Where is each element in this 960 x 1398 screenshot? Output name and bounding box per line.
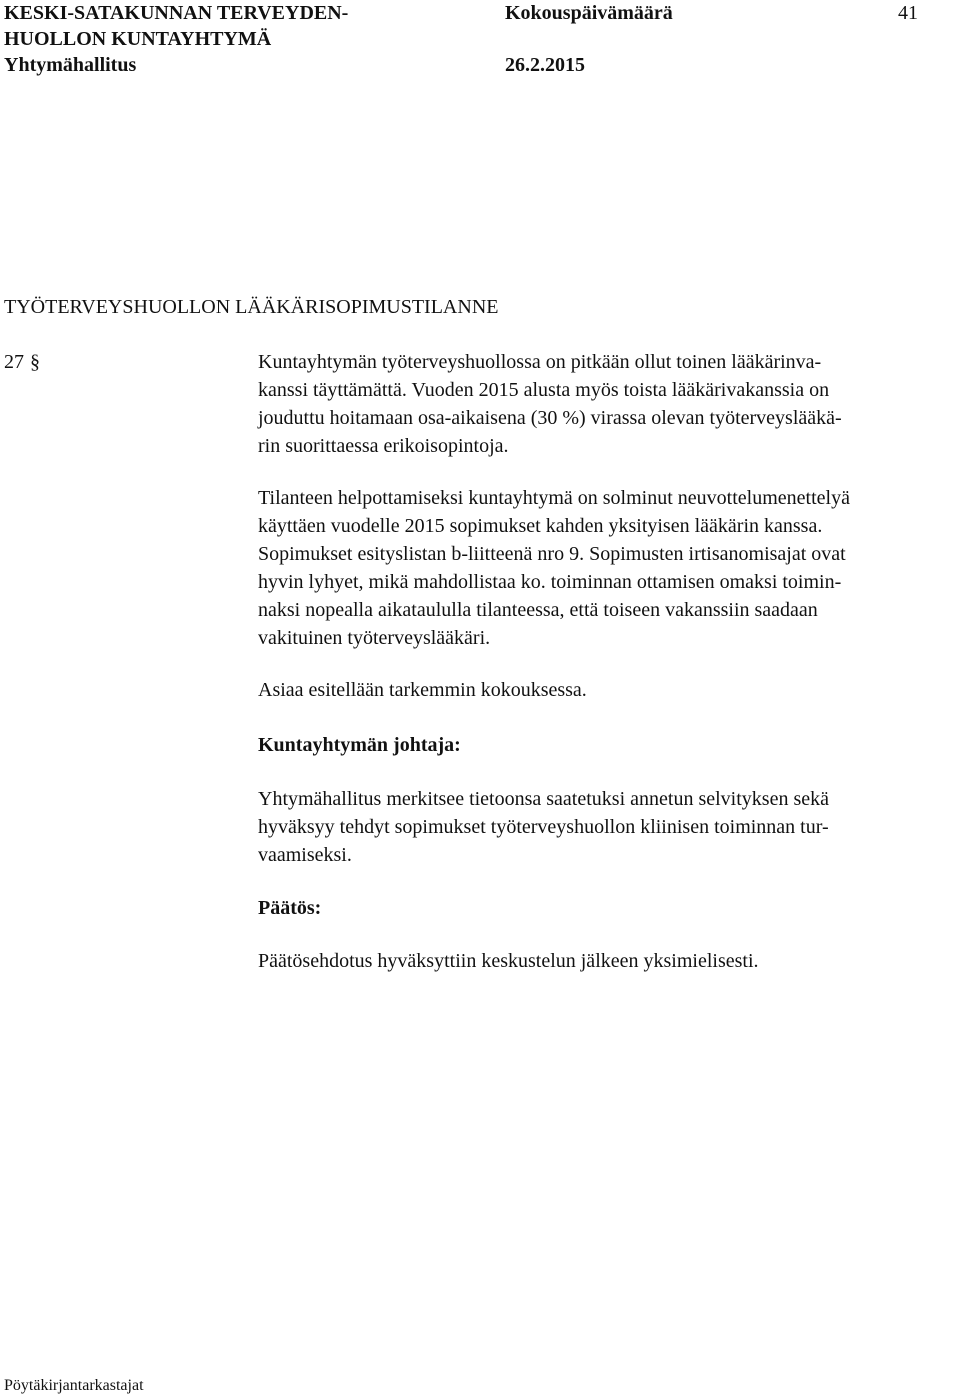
background-paragraph xyxy=(258,348,956,460)
decision-heading: Päätös: xyxy=(258,897,322,919)
proposal-paragraph xyxy=(258,785,956,869)
text-line: Kuntayhtymän työterveyshuollossa on pitkään ollut toinen lääkärinva- xyxy=(258,351,822,373)
decision-text: Päätösehdotus hyväksyttiin keskustelun jälkeen yksimielisesti. xyxy=(258,950,759,972)
section-number: 27 xyxy=(4,351,24,373)
paragraph-2 xyxy=(258,484,956,652)
text-line: käyttäen vuodelle 2015 sopimukset kahden yksityisen lääkärin kanssa. xyxy=(258,515,823,537)
minutes-reviewers-label: Pöytäkirjantarkastajat xyxy=(4,1377,144,1394)
text-line: Yhtymähallitus merkitsee tietoonsa saatetuksi annetun selvityksen sekä xyxy=(258,788,829,810)
organization-name-line2: HUOLLON KUNTAYHTYMÄ xyxy=(4,28,272,50)
proposal-heading: Kuntayhtymän johtaja: xyxy=(258,734,461,756)
text-line: rin suorittaessa erikoisopintoja. xyxy=(258,435,509,457)
text-line: vaamiseksi. xyxy=(258,844,352,866)
page-number: 41 xyxy=(898,2,918,24)
paragraph-1 xyxy=(258,348,956,460)
text-line: naksi nopealla aikataululla tilanteessa, että toiseen vakanssiin saadaan xyxy=(258,599,818,621)
meeting-date: 26.2.2015 xyxy=(505,54,585,76)
section-symbol: § xyxy=(30,351,40,373)
text-line: kanssi täyttämättä. Vuoden 2015 alusta myös toista lääkärivakanssia on xyxy=(258,379,830,401)
text-line: hyväksyy tehdyt sopimukset työterveyshuollon kliinisen toiminnan tur- xyxy=(258,816,829,838)
organ-name: Yhtymähallitus xyxy=(4,54,137,76)
text-line: Sopimukset esityslistan b-liitteenä nro 9. Sopimusten irtisanomisajat ovat xyxy=(258,543,846,565)
text-line: Tilanteen helpottamiseksi kuntayhtymä on solminut neuvottelumenettelyä xyxy=(258,487,850,509)
agenda-item-title: TYÖTERVEYSHUOLLON LÄÄKÄRISOPIMUSTILANNE xyxy=(4,296,499,318)
contracts-paragraph xyxy=(258,484,956,652)
organization-name-line1: KESKI-SATAKUNNAN TERVEYDEN- xyxy=(4,2,349,24)
meeting-date-label: Kokouspäivämäärä xyxy=(505,2,673,24)
text-line: vakituinen työterveyslääkäri. xyxy=(258,627,491,649)
proposal-text xyxy=(258,785,956,869)
text-line: jouduttu hoitamaan osa-aikaisena (30 %) virassa olevan työterveyslääkä- xyxy=(258,407,842,429)
text-line: hyvin lyhyet, mikä mahdollistaa ko. toiminnan ottamisen omaksi toimin- xyxy=(258,571,842,593)
presentation-note: Asiaa esitellään tarkemmin kokouksessa. xyxy=(258,679,587,701)
